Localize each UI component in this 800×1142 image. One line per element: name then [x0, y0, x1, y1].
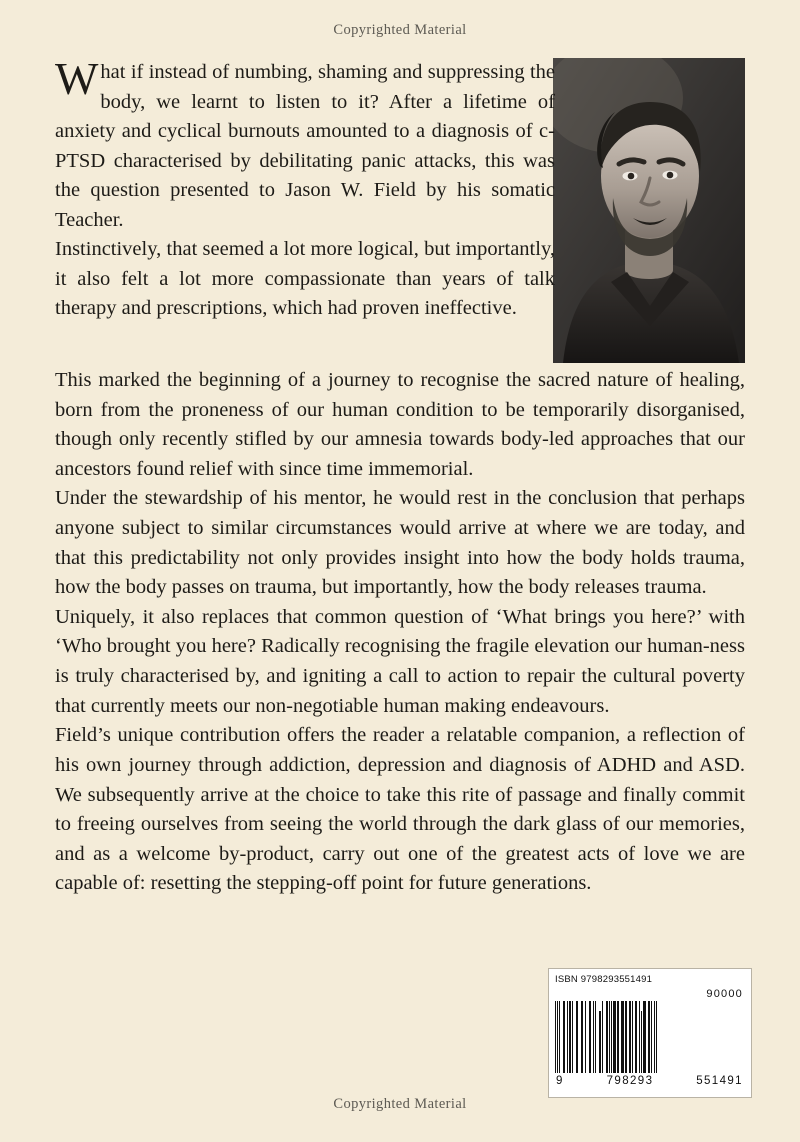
blurb-column-lower	[55, 366, 745, 899]
copyright-notice-bottom: Copyrighted Material	[333, 1096, 467, 1112]
blurb-paragraph-1	[55, 53, 555, 235]
drop-cap: W	[55, 53, 99, 104]
barcode-bars	[555, 1001, 745, 1073]
barcode-digits	[555, 1075, 745, 1087]
ean-group-2: 551491	[696, 1075, 743, 1087]
blurb-paragraph-1-text: hat if instead of numbing, shaming and suppressing the body, we learnt to listen to it? After a lifetime of anxiety and cyclical burnouts amounted to a diagnosis of c-PTSD characterised by debilitating panic attacks, this was the question presented to Jason W. Field by his somatic Teacher.	[55, 61, 555, 231]
isbn-label: ISBN 9798293551491	[555, 974, 653, 985]
blurb-paragraph-6: Field’s unique contribution offers the reader a relatable companion, a reflection of his own journey through addiction, depression and diagnosis of ADHD and ASD. We subsequently arrive at the choice to take this rite of passage and finally commit to freeing ourselves from seeing the world through the dark glass of our memories, and as a welcome by-product, carry out one of the greatest acts of love we are capable of: resetting the stepping-off point for future generations.	[55, 724, 745, 895]
blurb-paragraph-4: Under the stewardship of his mentor, he would rest in the conclusion that perhaps anyone subject to similar circumstances would arrive at where we are today, and that this predictability not only provides insight into how the body holds trauma, how the body passes on trauma, but importantly, how the body releases trauma.	[55, 487, 745, 599]
blurb-paragraph-5: Uniquely, it also replaces that common question of ‘What brings you here?’ with ‘Who brought you here? Radically recognising the fragile elevation our human-ness is truly characterised by, and igniting a call to action to repair the cultural poverty that currently meets our non-negotiable human making endeavours.	[55, 605, 745, 717]
blurb-column-upper	[55, 53, 555, 324]
author-photo	[553, 58, 745, 363]
copyright-notice-top: Copyrighted Material	[333, 22, 467, 38]
blurb-paragraph-3: This marked the beginning of a journey to recognise the sacred nature of healing, born from the proneness of our human condition to be temporarily disorganised, though only recently stifled by our amnesia towards body-led approaches that our ancestors found relief with since time immemorial.	[55, 369, 745, 480]
barcode-supplement-row	[555, 986, 745, 1000]
price-code-label: 90000	[706, 988, 743, 1000]
ean-group-1: 798293	[606, 1075, 654, 1087]
blurb-paragraph-2: Instinctively, that seemed a lot more logical, but importantly, it also felt a lot more compassionate than years of talk therapy and prescriptions, which had proven ineffective.	[55, 238, 555, 320]
ean-left-digit: 9	[556, 1075, 564, 1087]
isbn-barcode	[548, 968, 752, 1098]
